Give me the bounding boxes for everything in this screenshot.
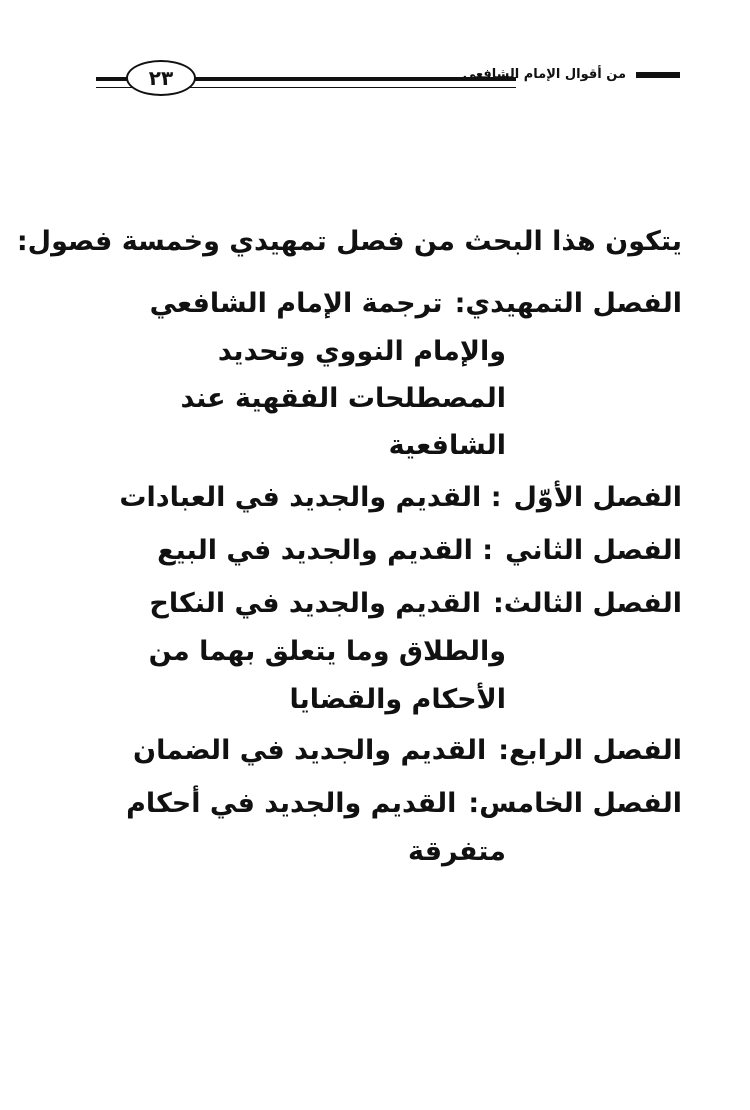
chapter-2 [157, 537, 682, 564]
chapter-text: القديم والجديد في الضمان [133, 735, 487, 766]
chapter-1 [119, 484, 682, 511]
page-number: ٢٣ [126, 60, 196, 96]
chapter-text-line: المصطلحات الفقهية عند [180, 383, 506, 414]
chapter-text-line: متفرقة [407, 836, 506, 867]
chapter-4 [133, 737, 682, 764]
chapter-text-line: والإمام النووي وتحديد [217, 336, 506, 367]
chapter-label: الفصل الأوّل [513, 482, 682, 513]
chapter-text-line: الأحكام والقضايا [289, 684, 506, 715]
book-title: من أقوال الإمام الشافعي [462, 67, 626, 82]
chapter-text-line: والطلاق وما يتعلق بهما من [148, 636, 506, 667]
chapter-text-line: الشافعية [388, 430, 506, 461]
chapter-3 [149, 590, 682, 617]
chapter-label: الفصل التمهيدي: [454, 288, 682, 319]
chapter-preliminary [150, 290, 682, 317]
chapter-text: القديم والجديد في النكاح [149, 588, 481, 619]
chapter-5 [126, 790, 682, 817]
chapter-text: : القديم والجديد في العبادات [119, 482, 502, 513]
chapter-label: الفصل الثالث: [493, 588, 682, 619]
chapter-label: الفصل الخامس: [468, 788, 682, 819]
chapter-text: القديم والجديد في أحكام [126, 788, 457, 819]
chapter-text: : القديم والجديد في البيع [157, 535, 494, 566]
intro-heading: يتكون هذا البحث من فصل تمهيدي وخمسة فصول: [16, 226, 682, 257]
chapter-label: الفصل الرابع: [498, 735, 682, 766]
chapter-label: الفصل الثاني [505, 535, 682, 566]
chapter-text: ترجمة الإمام الشافعي [149, 288, 443, 319]
